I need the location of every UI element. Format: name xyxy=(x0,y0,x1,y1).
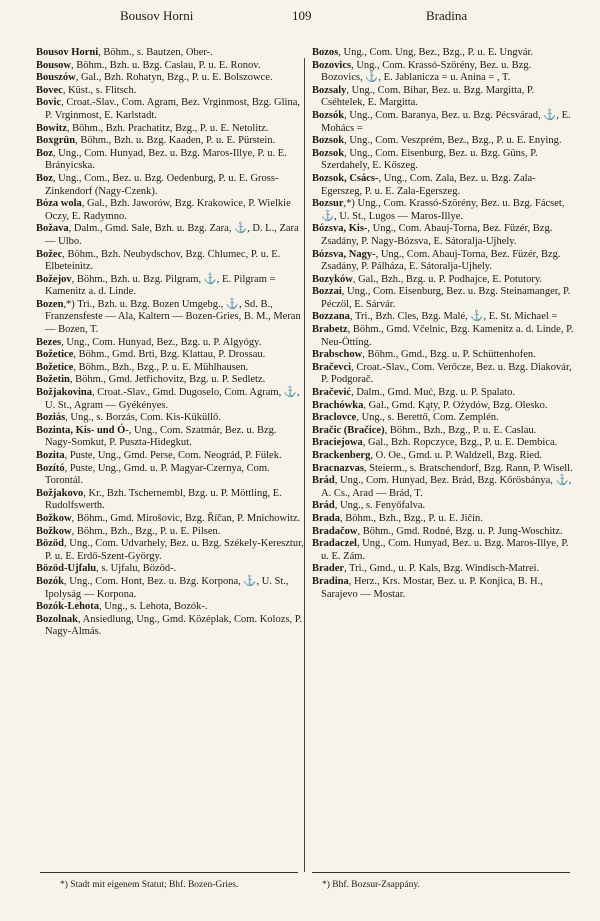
column-divider xyxy=(304,58,305,872)
entry-details: , Ung., s. Lehota, Bozók-. xyxy=(99,601,208,613)
directory-entry xyxy=(312,576,574,601)
entry-details: , Ung., Com. Ung, Bez., Bzg., P. u. E. Ungvár. xyxy=(338,47,534,58)
directory-entry xyxy=(36,97,304,122)
entry-name: Božjakovo xyxy=(36,487,84,499)
entry-details: , Ung., Com. Abauj-Torna, Bez. Füzér, Bzg. Zsadány, P. Nagy-Bózsva, E. Sátoralja-Ujhely. xyxy=(321,223,553,247)
entry-details: , Ung., Com. Hunyad, Bez. u. Bzg. Maros-Illye, P. u. E. Brányicska. xyxy=(45,147,287,172)
directory-entry xyxy=(312,437,574,450)
entry-name: Bozinta, Kis- und Ó- xyxy=(36,424,129,436)
entry-name: Bózsva, Kis- xyxy=(312,223,368,235)
entry-name: Bračevci xyxy=(312,361,352,373)
entry-details: , Ung., s. Berettő, Com. Zemplén. xyxy=(356,412,499,424)
directory-entry xyxy=(312,110,574,135)
entry-name: Bozolnak xyxy=(36,613,79,625)
entry-name: Bozsok, Csács- xyxy=(312,172,379,184)
entry-name: Bračević xyxy=(312,387,352,399)
entry-details: , Ung., Com. Hont, Bez. u. Bzg. Korpona, ⚓, U. St., Ipolyság — Korpona. xyxy=(45,575,289,600)
entry-name: Brabschow xyxy=(312,349,363,361)
entry-name: Bozók xyxy=(36,575,65,587)
entry-name: Božejov xyxy=(36,273,72,285)
entry-name: Bradačow xyxy=(312,525,358,537)
directory-entry xyxy=(312,85,574,110)
entry-details: , Ung., Com. Szatmár, Bez. u. Bzg. Nagy-Somkut, P. Puszta-Hidegkut. xyxy=(45,424,277,449)
directory-entry xyxy=(36,274,304,299)
entry-name: Bözöd-Ujfalu xyxy=(36,563,97,575)
directory-entry xyxy=(312,324,574,349)
directory-entry xyxy=(36,374,304,387)
entry-name: Bözöd xyxy=(36,538,65,550)
directory-entry xyxy=(312,475,574,500)
entry-details: , Böhm., Bzh., Bzg., P. u. E. Pilsen. xyxy=(71,525,221,537)
entry-details: , Ung., Com. Hunyad, Bez., Bzg. u. P. Algyógy. xyxy=(61,336,262,348)
entry-name: Božkow xyxy=(36,525,72,537)
entry-name: Bozsók xyxy=(312,109,345,121)
entry-name: Bozsur xyxy=(312,198,344,210)
entry-details: , Croat.-Slav., Com. Verőcze, Bez. u. Bzg. Diakovár, P. Podgorač. xyxy=(321,361,572,386)
directory-entry xyxy=(312,60,574,85)
directory-entry xyxy=(312,412,574,425)
directory-entry xyxy=(36,362,304,375)
entry-details: , Gal., Bzh. Jaworów, Bzg. Krakowice, P. Wielkie Oczy, E. Radymno. xyxy=(45,198,291,222)
directory-entry xyxy=(312,274,574,287)
directory-entry xyxy=(312,148,574,173)
entry-name: Braclovce xyxy=(312,412,357,424)
entry-name: Bozyków xyxy=(312,273,353,285)
entry-details: , Küst., s. Flitsch. xyxy=(62,84,137,96)
entry-details: , Gal., Bzh. Ropczyce, Bzg., P. u. E. Dembica. xyxy=(362,437,558,449)
directory-entry xyxy=(36,387,304,412)
directory-entry xyxy=(312,400,574,413)
entry-name: Braciejowa xyxy=(312,437,363,449)
entry-name: Božava xyxy=(36,223,69,235)
entry-name: Božetice xyxy=(36,349,74,361)
entry-details: , Böhm., Gmd. Včelnic, Bzg. Kamenitz a. d. Linde, P. Neu-Ötting. xyxy=(321,324,574,348)
entry-name: Božjakovina xyxy=(36,387,93,399)
entry-name: Bowitz xyxy=(36,122,67,134)
entry-details: , Ung., s. Borzás, Com. Kis-Küküllő. xyxy=(65,412,221,424)
entry-details: , Gal., Gmd. Kąty, P. Ożydów, Bzg. Olesko. xyxy=(363,399,548,411)
directory-entry xyxy=(312,362,574,387)
entry-details: , Böhm., Bzh., Bzg., P. u. E. Jičin. xyxy=(340,512,483,524)
entry-details: , Ung., Com. Udvarhely, Bez. u. Bzg. Székely-Keresztur, P. u. E. Erdő-Szent-György. xyxy=(45,538,304,562)
entry-details: , Ung., Com. Hunyad, Bez. Brád, Bzg. Kőrösbánya, ⚓, A. Cs., Arad — Brád, T. xyxy=(321,475,572,499)
entry-name: Bozsok xyxy=(312,135,345,147)
directory-entry xyxy=(312,173,574,198)
entry-details: , Gal., Bzh. Rohatyn, Bzg., P. u. E. Bolszowce. xyxy=(75,72,273,84)
entry-name: Bozen xyxy=(36,298,64,310)
directory-entry xyxy=(312,450,574,463)
entry-details: , Puste, Ung., Gmd. Perse, Com. Neográd, P. Fülek. xyxy=(64,450,282,461)
entry-name: Bradina xyxy=(312,575,349,587)
entry-details: , Böhm., Gmd. Brti, Bzg. Klattau, P. Drossau. xyxy=(73,349,266,361)
entry-details: ,*) Ung., Com. Krassó-Szörény, Bez. u. Bzg. Fácset, ⚓, U. St., Lugos — Maros-Illye. xyxy=(321,198,565,222)
entry-name: Brabetz xyxy=(312,324,348,336)
entry-name: Boxgrün xyxy=(36,135,76,147)
directory-entry xyxy=(36,425,304,450)
directory-entry xyxy=(36,538,304,563)
entry-details: , Böhm., s. Bautzen, Ober-. xyxy=(98,47,213,58)
entry-details: , Ansiedlung, Ung., Gmd. Középlak, Com. Kolozs, P. Nagy-Almás. xyxy=(45,613,303,638)
entry-name: Bozsok xyxy=(312,147,345,159)
directory-entry xyxy=(312,563,574,576)
entry-name: Brád xyxy=(312,500,335,512)
entry-name: Bozító xyxy=(36,462,65,474)
entry-details: , Croat.-Slav., Gmd. Dugoselo, Com. Agram, ⚓, U. St., Agram — Gyékényes. xyxy=(45,387,300,411)
entry-name: Božetice xyxy=(36,361,74,373)
entry-name: Brader xyxy=(312,563,345,575)
entry-details: ,*) Tri., Bzh. u. Bzg. Bozen Umgebg., ⚓, Sd. B., Franzensfeste — Ala, Kaltern — Bozen-Gries, B. M., Meran — Bozen, T. xyxy=(45,298,301,336)
footnote-left: *) Stadt mit eigenem Statut; Bhf. Bozen-Gries. xyxy=(60,880,239,890)
directory-entry xyxy=(312,500,574,513)
directory-entry xyxy=(36,614,304,639)
footnote-rule-right xyxy=(312,872,570,873)
entry-details: , Böhm., Gmd. Mirošovic, Bzg. Říčan, P. Mnichowitz. xyxy=(71,512,301,524)
page-number: 109 xyxy=(292,8,312,23)
entry-details: , Böhm., Bzh. u. Bzg. Pilgram, ⚓, E. Pilgram = Kamenitz a. d. Linde. xyxy=(45,273,276,298)
entry-name: Bóza wola xyxy=(36,198,82,210)
directory-entry xyxy=(312,526,574,539)
entry-details: , Ung., Com. Zala, Bez. u. Bzg. Zala-Egerszeg, P. u. E. Zala-Egerszeg. xyxy=(321,172,536,197)
entry-details: , Böhm., Bzh. Neubydschov, Bzg. Chlumec, P. u. E. Elbeteinitz. xyxy=(45,248,281,273)
entry-details: , Ung., Com. Abauj-Torna, Bez. Füzér, Bzg. Zsadány, P. Pálháza, E. Sátoralja-Ujhely. xyxy=(321,248,561,273)
directory-entry xyxy=(312,463,574,476)
entry-name: Bracnazvas xyxy=(312,462,364,474)
directory-entry xyxy=(36,563,304,576)
directory-entry xyxy=(36,85,304,98)
directory-entry xyxy=(312,198,574,223)
footnote-rule-left xyxy=(40,872,298,873)
directory-entry xyxy=(36,148,304,173)
entry-details: , Böhm., Gmd. Jetřichovitz, Bzg. u. P. Sedletz. xyxy=(69,374,266,386)
directory-entry xyxy=(36,198,304,223)
directory-entry xyxy=(36,249,304,274)
entry-details: , Böhm., Bzh., Bzg., P. u. E. Caslau. xyxy=(384,424,537,436)
directory-entry xyxy=(312,286,574,311)
directory-entry xyxy=(312,311,574,324)
directory-entry xyxy=(36,173,304,198)
entry-details: , Dalm., Gmd. Sale, Bzh. u. Bzg. Zara, ⚓, D. L., Zara — Ulbo. xyxy=(45,223,299,247)
directory-entry xyxy=(36,72,304,85)
entry-details: , Kr., Bzh. Tschernembl, Bzg. u. P. Möttling, E. Rudolfswerth. xyxy=(45,487,282,512)
entry-details: , Ung., Com. Eisenburg, Bez. u. Bzg. Steinamanger, P. Péczöl, E. Sárvár. xyxy=(321,286,571,310)
directory-entry xyxy=(312,135,574,148)
right-column xyxy=(312,47,574,601)
entry-details: , Gal., Bzh., Bzg. u. P. Podhajce, E. Potutory. xyxy=(352,273,543,285)
entry-details: , Ung., Com., Bez. u. Bzg. Oedenburg, P. u. E. Gross-Zinkendorf (Nagy-Czenk). xyxy=(45,172,279,197)
entry-details: , Böhm., Bzh. u. Bzg. Kaaden, P. u. E. Pürstein. xyxy=(75,135,276,147)
entry-name: Brada xyxy=(312,512,341,524)
entry-details: , Böhm., Gmd. Rodné, Bzg. u. P. Jung-Woschitz. xyxy=(357,525,563,537)
entry-details: , Ung., Com. Hunyad, Bez. u. Bzg. Maros-Illye, P. u. E. Zám. xyxy=(321,538,569,562)
entry-details: , Herz., Krs. Mostar, Bez. u. P. Konjica, B. H., Sarajevo — Mostar. xyxy=(321,575,543,600)
directory-entry xyxy=(312,223,574,248)
entry-name: Bozovics xyxy=(312,59,352,71)
entry-name: Bozzai xyxy=(312,286,342,298)
directory-entry xyxy=(312,249,574,274)
entry-name: Bovec xyxy=(36,84,63,96)
entry-details: , Ung., s. Fenyőfalva. xyxy=(334,500,426,512)
directory-entry xyxy=(36,412,304,425)
entry-name: Brád xyxy=(312,475,335,487)
entry-name: Boz xyxy=(36,172,53,184)
header-right-term: Bradina xyxy=(426,8,468,23)
page-header xyxy=(0,8,600,28)
directory-entry xyxy=(36,463,304,488)
entry-details: , Tri., Bzh. Cles, Bzg. Malé, ⚓, E. St. Michael = xyxy=(349,311,558,323)
directory-entry xyxy=(36,123,304,136)
directory-entry xyxy=(36,513,304,526)
entry-details: , Croat.-Slav., Com. Agram, Bez. Vrginmost, Bzg. Glina, P. Vrginmost, E. Karlstadt. xyxy=(45,97,300,121)
entry-name: Božec xyxy=(36,248,63,260)
entry-details: , Ung., Com. Veszprém, Bez., Bzg., P. u. E. Enying. xyxy=(344,135,562,147)
directory-entry xyxy=(312,538,574,563)
entry-name: Boz xyxy=(36,147,53,159)
directory-entry xyxy=(312,425,574,438)
directory-entry xyxy=(36,60,304,73)
entry-details: , s. Ujfalu, Bözöd-. xyxy=(96,563,177,575)
entry-name: Božkow xyxy=(36,512,72,524)
directory-entry xyxy=(36,299,304,337)
entry-details: , Dalm., Gmd. Muć, Bzg. u. P. Spalato. xyxy=(351,387,515,399)
entry-details: , Puste, Ung., Gmd. u. P. Magyar-Czernya, Com. Torontál. xyxy=(45,462,270,487)
directory-entry xyxy=(36,135,304,148)
entry-name: Bousow xyxy=(36,59,72,71)
entry-name: Bouszów xyxy=(36,72,76,84)
directory-entry xyxy=(36,349,304,362)
directory-entry xyxy=(312,47,574,60)
entry-name: Bozók-Lehota xyxy=(36,601,99,613)
entry-details: , Böhm., Bzh., Bzg., P. u. E. Mühlhausen. xyxy=(73,361,249,373)
entry-name: Bovic xyxy=(36,97,62,109)
entry-name: Bračic (Bračice) xyxy=(312,424,385,436)
directory-entry xyxy=(36,576,304,601)
entry-details: , Böhm., Bzh. u. Bzg. Caslau, P. u. E. Ronov. xyxy=(71,59,261,71)
entry-details: , Böhm., Bzh. Prachatitz, Bzg., P. u. E. Netolitz. xyxy=(66,122,269,134)
entry-name: Bradaczel xyxy=(312,538,357,550)
left-column xyxy=(36,47,304,639)
directory-entry xyxy=(36,526,304,539)
entry-name: Bozos xyxy=(312,47,339,58)
entry-details: , Ung., Com. Eisenburg, Bez. u. Bzg. Güns, P. Szerdahely, E. Kőszeg. xyxy=(321,147,538,172)
directory-entry xyxy=(36,337,304,350)
header-left-term: Bousov Horni xyxy=(120,8,194,23)
entry-name: Boziás xyxy=(36,412,66,424)
entry-details: , Ung., Com. Bihar, Bez. u. Bzg. Margitta, P. Cséhtelek, E. Margitta. xyxy=(321,84,535,109)
entry-name: Božetin xyxy=(36,374,70,386)
entry-details: , Ung., Com. Krassó-Szörény, Bez. u. Bzg. Bozovics, ⚓, E. Jablanicza = u. Anina = , T. xyxy=(321,59,532,84)
entry-name: Brachówka xyxy=(312,399,364,411)
entry-name: Bousov Horni xyxy=(36,47,99,58)
footnote-right: *) Bhf. Bozsur-Zsappány. xyxy=(322,880,420,890)
directory-entry xyxy=(36,47,304,60)
directory-entry xyxy=(36,223,304,248)
directory-entry xyxy=(312,349,574,362)
entry-name: Bozzana xyxy=(312,311,350,323)
directory-entry xyxy=(312,387,574,400)
directory-entry xyxy=(36,450,304,463)
entry-details: , Ung., Com. Baranya, Bez. u. Bzg. Pécsvárad, ⚓, E. Mohács = xyxy=(321,109,571,134)
entry-name: Bezes xyxy=(36,336,62,348)
directory-entry xyxy=(36,488,304,513)
entry-details: , Steierm., s. Bratschendorf, Bzg. Rann, P. Wisell. xyxy=(363,462,573,474)
entry-details: , Tri., Gmd., u. P. Kals, Bzg. Windisch-Matrei. xyxy=(344,563,540,575)
entry-name: Brackenberg xyxy=(312,450,371,461)
directory-entry xyxy=(312,513,574,526)
entry-details: , O. Oe., Gmd. u. P. Waldzell, Bzg. Ried. xyxy=(370,450,542,461)
directory-entry xyxy=(36,601,304,614)
entry-name: Bozita xyxy=(36,450,65,461)
entry-name: Bozsaly xyxy=(312,84,347,96)
entry-name: Bózsva, Nagy- xyxy=(312,248,376,260)
entry-details: , Böhm., Gmd., Bzg. u. P. Schüttenhofen. xyxy=(362,349,536,361)
